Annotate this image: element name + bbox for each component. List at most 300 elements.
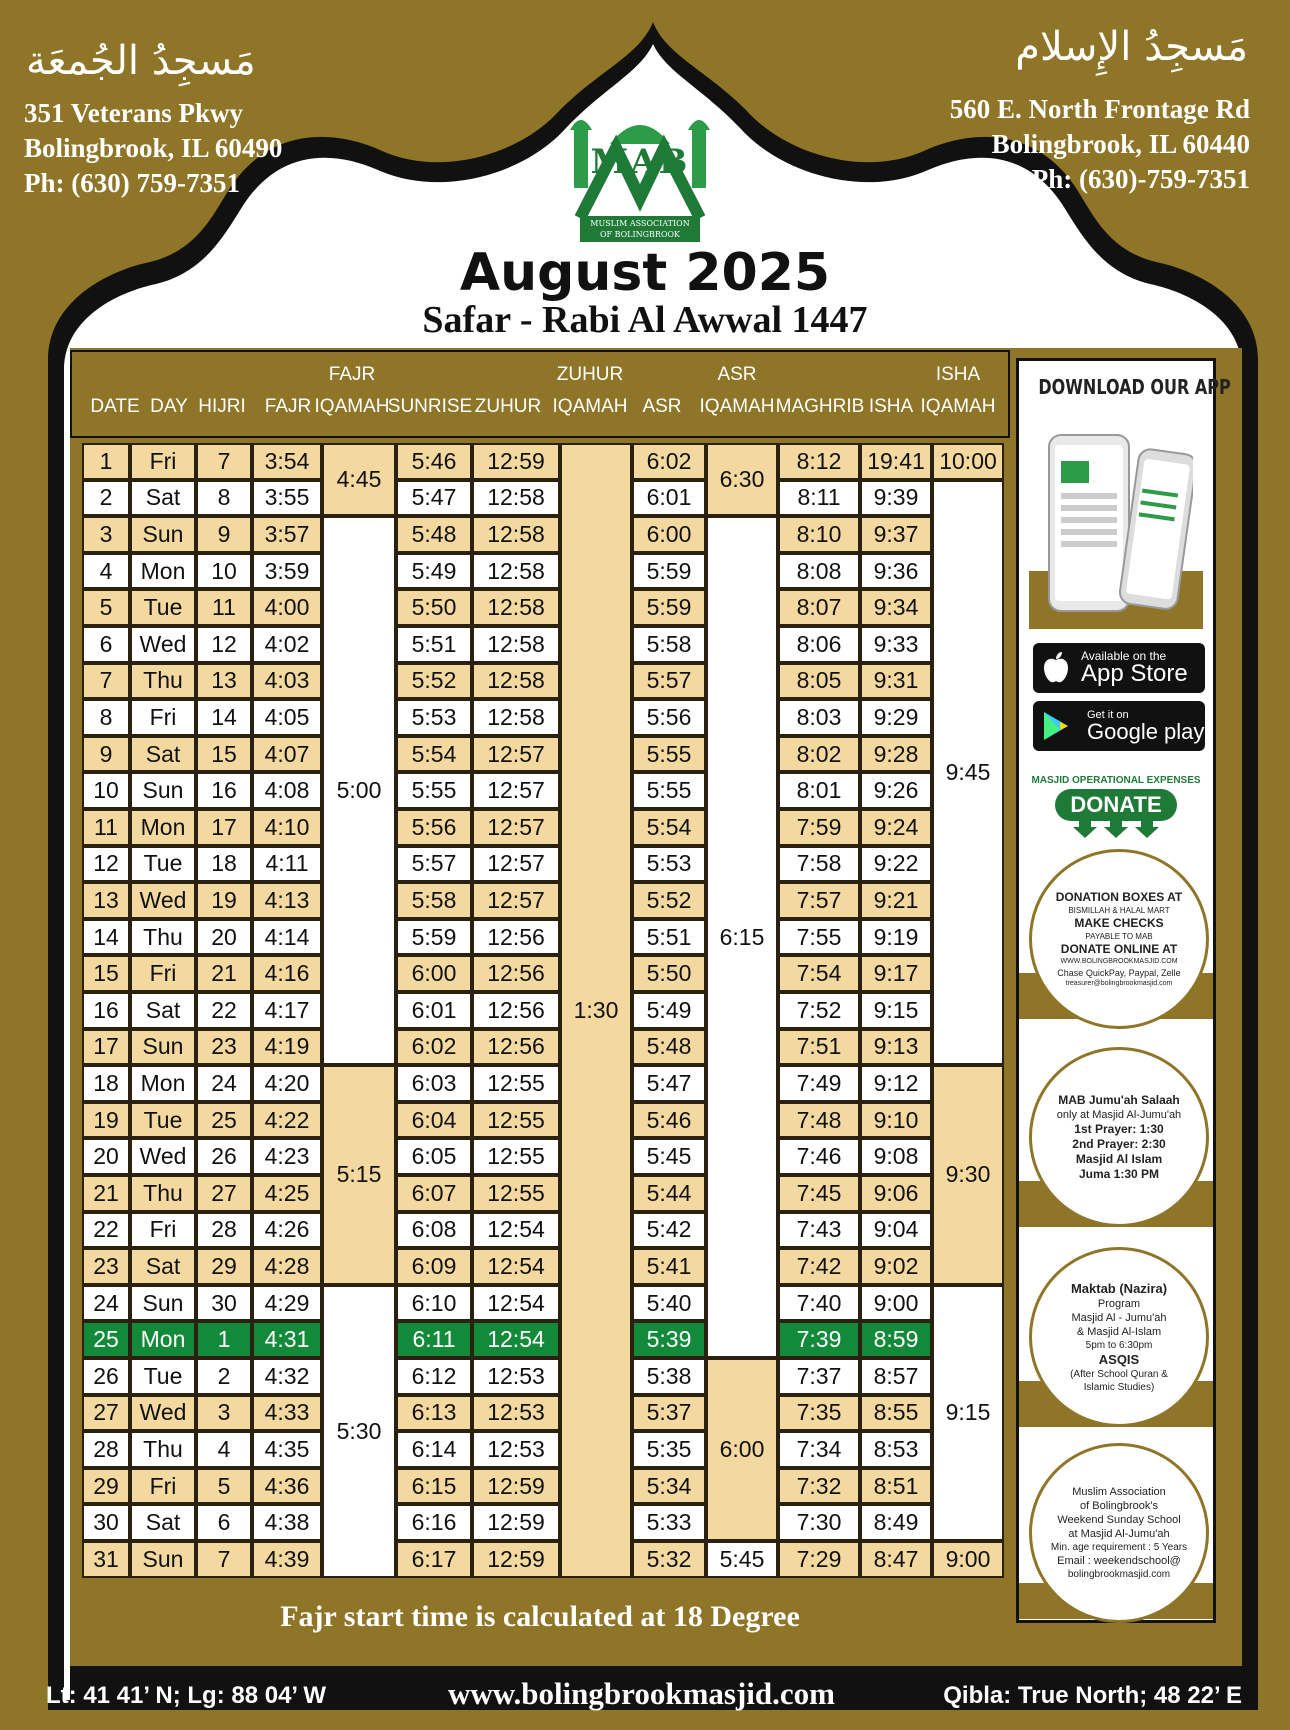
cell-isha: 9:36	[860, 553, 932, 590]
cell-asr: 5:39	[632, 1321, 706, 1358]
cell-maghrib: 7:46	[778, 1138, 860, 1175]
app-preview	[1029, 421, 1203, 629]
cell-maghrib: 8:03	[778, 699, 860, 736]
cell-isha: 9:37	[860, 516, 932, 553]
cell-day: Thu	[130, 1175, 196, 1212]
left-address-line2: Bolingbrook, IL 60490	[24, 133, 283, 163]
cell-asr: 5:56	[632, 699, 706, 736]
cell-fajr: 4:22	[252, 1102, 322, 1139]
cell-sunrise: 6:14	[396, 1431, 472, 1468]
isha-iqamah-block: 10:00	[932, 443, 1004, 480]
left-masjid-arabic-name: مَسجِدُ الجُمعَة	[26, 38, 256, 84]
cell-isha: 8:49	[860, 1504, 932, 1541]
fajr-iqamah-block: 5:30	[322, 1285, 396, 1578]
cell-fajr: 4:13	[252, 882, 322, 919]
cell-fajr: 4:20	[252, 1065, 322, 1102]
cell-fajr: 4:05	[252, 699, 322, 736]
cell-day: Mon	[130, 809, 196, 846]
cell-isha: 9:24	[860, 809, 932, 846]
cell-maghrib: 7:55	[778, 919, 860, 956]
right-address-line2: Bolingbrook, IL 60440	[991, 129, 1250, 159]
cell-fajr: 4:02	[252, 626, 322, 663]
jumuah-info-circle	[1029, 1047, 1209, 1227]
cell-maghrib: 7:39	[778, 1321, 860, 1358]
cell-zuhur: 12:55	[472, 1102, 560, 1139]
cell-date: 16	[82, 992, 130, 1029]
cell-maghrib: 7:54	[778, 955, 860, 992]
cell-isha: 9:06	[860, 1175, 932, 1212]
cell-day: Sun	[130, 772, 196, 809]
fajr-iqamah-block: 4:45	[322, 443, 396, 516]
cell-maghrib: 7:42	[778, 1248, 860, 1285]
cell-zuhur: 12:54	[472, 1321, 560, 1358]
google-big-text: Google play	[1087, 718, 1205, 744]
cell-sunrise: 5:56	[396, 809, 472, 846]
circle-text-line: Juma 1:30 PM	[1078, 1166, 1160, 1181]
google-play-icon	[1041, 710, 1071, 742]
cell-day: Tue	[130, 1102, 196, 1139]
cell-hijri: 6	[196, 1504, 252, 1541]
circle-text-line: Program	[1097, 1297, 1141, 1310]
cell-date: 13	[82, 882, 130, 919]
column-header: ZUHUR	[474, 396, 542, 417]
cell-date: 27	[82, 1395, 130, 1432]
cell-date: 9	[82, 736, 130, 773]
cell-date: 25	[82, 1321, 130, 1358]
circle-text-line: (After School Quran &	[1070, 1368, 1168, 1380]
cell-maghrib: 8:07	[778, 589, 860, 626]
cell-date: 5	[82, 589, 130, 626]
column-header: MAGHRIB	[775, 396, 865, 417]
cell-maghrib: 7:32	[778, 1468, 860, 1505]
column-header: IQAMAH	[699, 396, 775, 417]
cell-day: Tue	[130, 1358, 196, 1395]
cell-sunrise: 6:08	[396, 1212, 472, 1249]
cell-zuhur: 12:59	[472, 1468, 560, 1505]
cell-sunrise: 6:09	[396, 1248, 472, 1285]
asr-iqamah-block: 6:00	[706, 1358, 778, 1541]
cell-fajr: 3:55	[252, 480, 322, 517]
cell-day: Thu	[130, 663, 196, 700]
cell-fajr: 4:08	[252, 772, 322, 809]
cell-hijri: 19	[196, 882, 252, 919]
cell-maghrib: 7:57	[778, 882, 860, 919]
cell-maghrib: 8:06	[778, 626, 860, 663]
cell-asr: 5:49	[632, 992, 706, 1029]
cell-hijri: 23	[196, 1029, 252, 1066]
circle-text-line: Masjid Al Islam	[1075, 1151, 1163, 1166]
cell-fajr: 4:39	[252, 1541, 322, 1578]
cell-maghrib: 7:34	[778, 1431, 860, 1468]
cell-hijri: 26	[196, 1138, 252, 1175]
table-header	[70, 350, 1010, 438]
cell-maghrib: 7:59	[778, 809, 860, 846]
cell-sunrise: 5:58	[396, 882, 472, 919]
cell-fajr: 4:23	[252, 1138, 322, 1175]
cell-zuhur: 12:53	[472, 1431, 560, 1468]
cell-zuhur: 12:58	[472, 699, 560, 736]
fajr-iqamah-block: 5:00	[322, 516, 396, 1065]
cell-fajr: 4:03	[252, 663, 322, 700]
cell-sunrise: 5:51	[396, 626, 472, 663]
cell-zuhur: 12:58	[472, 589, 560, 626]
circle-text-line: Min. age requirement : 5 Years	[1050, 1542, 1188, 1553]
cell-zuhur: 12:53	[472, 1358, 560, 1395]
cell-isha: 8:53	[860, 1431, 932, 1468]
cell-hijri: 22	[196, 992, 252, 1029]
column-header: DAY	[150, 396, 188, 417]
cell-date: 30	[82, 1504, 130, 1541]
cell-isha: 8:47	[860, 1541, 932, 1578]
logo-caption	[580, 218, 700, 240]
circle-text-line: PAYABLE TO MAB	[1085, 931, 1153, 941]
cell-hijri: 17	[196, 809, 252, 846]
isha-iqamah-block: 9:00	[932, 1541, 1004, 1578]
cell-sunrise: 6:12	[396, 1358, 472, 1395]
cell-sunrise: 6:02	[396, 1029, 472, 1066]
mab-logo	[560, 108, 720, 248]
cell-sunrise: 5:50	[396, 589, 472, 626]
circle-text-line: 2nd Prayer: 2:30	[1072, 1136, 1166, 1151]
cell-fajr: 4:35	[252, 1431, 322, 1468]
cell-hijri: 25	[196, 1102, 252, 1139]
cell-hijri: 10	[196, 553, 252, 590]
cell-sunrise: 5:47	[396, 480, 472, 517]
column-header: DATE	[90, 396, 140, 417]
isha-iqamah-block: 9:15	[932, 1285, 1004, 1541]
cell-isha: 9:34	[860, 589, 932, 626]
left-phone: Ph: (630) 759-7351	[24, 168, 240, 198]
logo-caption-line1: MUSLIM ASSOCIATION	[590, 219, 690, 228]
cell-zuhur: 12:54	[472, 1248, 560, 1285]
isha-iqamah-block: 9:30	[932, 1065, 1004, 1285]
zuhur-iqamah-block: 1:30	[560, 443, 632, 1578]
cell-asr: 5:47	[632, 1065, 706, 1102]
circle-text-line: only at Masjid Al-Jumu'ah	[1056, 1108, 1182, 1121]
asr-iqamah-block: 6:30	[706, 443, 778, 516]
cell-sunrise: 6:13	[396, 1395, 472, 1432]
cell-zuhur: 12:55	[472, 1138, 560, 1175]
cell-fajr: 4:19	[252, 1029, 322, 1066]
cell-asr: 5:32	[632, 1541, 706, 1578]
cell-day: Mon	[130, 553, 196, 590]
cell-asr: 6:01	[632, 480, 706, 517]
cell-day: Tue	[130, 846, 196, 883]
column-header-top: ASR	[717, 364, 757, 385]
cell-date: 19	[82, 1102, 130, 1139]
circle-text-line: MAB Jumu'ah Salaah	[1058, 1092, 1180, 1107]
cell-maghrib: 7:30	[778, 1504, 860, 1541]
cell-day: Mon	[130, 1321, 196, 1358]
cell-asr: 5:44	[632, 1175, 706, 1212]
cell-date: 6	[82, 626, 130, 663]
cell-hijri: 12	[196, 626, 252, 663]
cell-fajr: 4:16	[252, 955, 322, 992]
cell-isha: 9:13	[860, 1029, 932, 1066]
right-masjid-address	[950, 92, 1250, 197]
cell-date: 14	[82, 919, 130, 956]
cell-sunrise: 6:00	[396, 955, 472, 992]
sunday-school-circle	[1029, 1443, 1209, 1623]
cell-hijri: 15	[196, 736, 252, 773]
cell-sunrise: 5:55	[396, 772, 472, 809]
cell-hijri: 16	[196, 772, 252, 809]
cell-day: Fri	[130, 443, 196, 480]
cell-asr: 5:34	[632, 1468, 706, 1505]
cell-date: 28	[82, 1431, 130, 1468]
cell-isha: 9:28	[860, 736, 932, 773]
cell-asr: 5:33	[632, 1504, 706, 1541]
cell-hijri: 18	[196, 846, 252, 883]
cell-isha: 8:59	[860, 1321, 932, 1358]
cell-maghrib: 7:35	[778, 1395, 860, 1432]
cell-hijri: 11	[196, 589, 252, 626]
cell-asr: 5:55	[632, 736, 706, 773]
google-play-button[interactable]	[1033, 701, 1205, 751]
cell-zuhur: 12:53	[472, 1395, 560, 1432]
cell-isha: 19:41	[860, 443, 932, 480]
cell-fajr: 4:31	[252, 1321, 322, 1358]
cell-hijri: 7	[196, 443, 252, 480]
cell-isha: 9:29	[860, 699, 932, 736]
cell-date: 26	[82, 1358, 130, 1395]
column-header: SUNRISE	[387, 396, 473, 417]
cell-date: 20	[82, 1138, 130, 1175]
cell-fajr: 4:14	[252, 919, 322, 956]
cell-maghrib: 7:52	[778, 992, 860, 1029]
cell-fajr: 4:07	[252, 736, 322, 773]
cell-sunrise: 6:11	[396, 1321, 472, 1358]
cell-sunrise: 5:59	[396, 919, 472, 956]
cell-zuhur: 12:56	[472, 992, 560, 1029]
cell-isha: 9:15	[860, 992, 932, 1029]
circle-text-line: ASQIS	[1098, 1351, 1140, 1367]
circle-text-line: treasurer@bolingbrookmasjid.com	[1065, 979, 1173, 987]
cell-fajr: 3:54	[252, 443, 322, 480]
circle-text-line: Islamic Studies)	[1083, 1381, 1155, 1393]
cell-day: Wed	[130, 1138, 196, 1175]
cell-isha: 9:22	[860, 846, 932, 883]
cell-date: 29	[82, 1468, 130, 1505]
cell-hijri: 27	[196, 1175, 252, 1212]
cell-zuhur: 12:54	[472, 1212, 560, 1249]
circle-text-line: bolingbrookmasjid.com	[1067, 1569, 1171, 1580]
app-store-button[interactable]	[1033, 643, 1205, 693]
cell-maghrib: 7:37	[778, 1358, 860, 1395]
cell-sunrise: 5:46	[396, 443, 472, 480]
cell-hijri: 30	[196, 1285, 252, 1322]
cell-sunrise: 6:01	[396, 992, 472, 1029]
cell-sunrise: 6:15	[396, 1468, 472, 1505]
left-address-line1: 351 Veterans Pkwy	[24, 98, 244, 128]
cell-hijri: 4	[196, 1431, 252, 1468]
cell-maghrib: 7:29	[778, 1541, 860, 1578]
cell-zuhur: 12:58	[472, 626, 560, 663]
logo-caption-line2: OF BOLINGBROOK	[599, 230, 681, 239]
cell-zuhur: 12:59	[472, 1541, 560, 1578]
cell-hijri: 2	[196, 1358, 252, 1395]
cell-day: Sat	[130, 736, 196, 773]
column-header: IQAMAH	[314, 396, 390, 417]
cell-fajr: 4:32	[252, 1358, 322, 1395]
cell-sunrise: 5:53	[396, 699, 472, 736]
cell-isha: 8:55	[860, 1395, 932, 1432]
cell-day: Wed	[130, 882, 196, 919]
cell-fajr: 4:10	[252, 809, 322, 846]
cell-date: 31	[82, 1541, 130, 1578]
cell-hijri: 20	[196, 919, 252, 956]
cell-isha: 9:12	[860, 1065, 932, 1102]
circle-text-line: DONATE ONLINE AT	[1060, 941, 1178, 956]
cell-fajr: 4:29	[252, 1285, 322, 1322]
right-phone: Ph: (630)-759-7351	[1031, 164, 1250, 194]
cell-hijri: 5	[196, 1468, 252, 1505]
cell-sunrise: 6:04	[396, 1102, 472, 1139]
circle-text-line: Maktab (Nazira)	[1070, 1280, 1168, 1296]
cell-isha: 9:17	[860, 955, 932, 992]
cell-sunrise: 6:05	[396, 1138, 472, 1175]
cell-asr: 5:37	[632, 1395, 706, 1432]
circle-text-line: Email : weekendschool@	[1057, 1555, 1181, 1567]
cell-day: Sun	[130, 516, 196, 553]
cell-hijri: 21	[196, 955, 252, 992]
circle-text-line: Masjid Al - Jumu'ah	[1071, 1311, 1167, 1324]
cell-maghrib: 8:01	[778, 772, 860, 809]
cell-hijri: 29	[196, 1248, 252, 1285]
cell-zuhur: 12:56	[472, 955, 560, 992]
website-link[interactable]: www.bolingbrookmasjid.com	[448, 1676, 835, 1711]
cell-isha: 9:31	[860, 663, 932, 700]
cell-fajr: 4:36	[252, 1468, 322, 1505]
circle-text-line: WWW.BOLINGBROOKMASJID.COM	[1060, 957, 1178, 965]
cell-zuhur: 12:55	[472, 1175, 560, 1212]
cell-date: 24	[82, 1285, 130, 1322]
right-address-line1: 560 E. North Frontage Rd	[949, 94, 1250, 124]
cell-isha: 9:02	[860, 1248, 932, 1285]
cell-date: 17	[82, 1029, 130, 1066]
asr-iqamah-block: 5:45	[706, 1541, 778, 1578]
cell-fajr: 3:59	[252, 553, 322, 590]
cell-day: Sun	[130, 1029, 196, 1066]
cell-fajr: 4:38	[252, 1504, 322, 1541]
cell-zuhur: 12:56	[472, 1029, 560, 1066]
coordinates: Lt: 41 41’ N; Lg: 88 04’ W	[46, 1682, 327, 1709]
cell-asr: 5:53	[632, 846, 706, 883]
cell-zuhur: 12:59	[472, 1504, 560, 1541]
cell-isha: 9:21	[860, 882, 932, 919]
donation-info-circle	[1029, 849, 1209, 1029]
cell-maghrib: 7:49	[778, 1065, 860, 1102]
hijri-title: Safar - Rabi Al Awwal 1447	[422, 299, 868, 341]
cell-asr: 5:54	[632, 809, 706, 846]
cell-zuhur: 12:58	[472, 480, 560, 517]
column-header: HIJRI	[198, 396, 246, 417]
cell-maghrib: 7:51	[778, 1029, 860, 1066]
circle-text-line: DONATION BOXES AT	[1055, 889, 1183, 904]
cell-isha: 8:51	[860, 1468, 932, 1505]
cell-day: Fri	[130, 955, 196, 992]
app-store-small-text: Available on the	[1081, 649, 1167, 663]
circle-text-line: Weekend Sunday School	[1057, 1514, 1181, 1526]
cell-maghrib: 8:05	[778, 663, 860, 700]
cell-zuhur: 12:58	[472, 553, 560, 590]
fajr-iqamah-block: 5:15	[322, 1065, 396, 1285]
cell-asr: 5:42	[632, 1212, 706, 1249]
cell-isha: 9:08	[860, 1138, 932, 1175]
circle-text-line: MAKE CHECKS	[1074, 915, 1164, 930]
cell-sunrise: 5:48	[396, 516, 472, 553]
donate-button[interactable]: DONATE	[1055, 789, 1177, 821]
cell-sunrise: 5:54	[396, 736, 472, 773]
download-app-title: DOWNLOAD OUR APP	[1038, 375, 1231, 399]
circle-text-line: 5pm to 6:30pm	[1085, 1339, 1153, 1351]
cell-fajr: 3:57	[252, 516, 322, 553]
cell-maghrib: 7:48	[778, 1102, 860, 1139]
cell-asr: 6:02	[632, 443, 706, 480]
cell-asr: 5:50	[632, 955, 706, 992]
cell-day: Sat	[130, 480, 196, 517]
cell-asr: 5:52	[632, 882, 706, 919]
cell-asr: 5:48	[632, 1029, 706, 1066]
cell-zuhur: 12:57	[472, 736, 560, 773]
cell-asr: 5:40	[632, 1285, 706, 1322]
cell-zuhur: 12:57	[472, 882, 560, 919]
cell-maghrib: 7:43	[778, 1212, 860, 1249]
cell-zuhur: 12:59	[472, 443, 560, 480]
cell-date: 15	[82, 955, 130, 992]
down-arrows-icon	[1073, 821, 1159, 839]
cell-maghrib: 8:02	[778, 736, 860, 773]
cell-day: Fri	[130, 699, 196, 736]
cell-date: 8	[82, 699, 130, 736]
cell-maghrib: 7:45	[778, 1175, 860, 1212]
cell-maghrib: 8:08	[778, 553, 860, 590]
cell-sunrise: 5:52	[396, 663, 472, 700]
cell-date: 3	[82, 516, 130, 553]
cell-zuhur: 12:57	[472, 809, 560, 846]
cell-asr: 5:45	[632, 1138, 706, 1175]
cell-day: Fri	[130, 1468, 196, 1505]
circle-text-line: Muslim Association	[1072, 1486, 1166, 1498]
column-header: ISHA	[868, 396, 914, 417]
column-header: IQAMAH	[920, 396, 996, 417]
cell-maghrib: 8:11	[778, 480, 860, 517]
cell-date: 23	[82, 1248, 130, 1285]
cell-asr: 5:46	[632, 1102, 706, 1139]
isha-iqamah-block: 9:45	[932, 480, 1004, 1066]
cell-day: Sat	[130, 1248, 196, 1285]
cell-maghrib: 8:10	[778, 516, 860, 553]
cell-fajr: 4:28	[252, 1248, 322, 1285]
google-small-text: Get it on	[1087, 708, 1129, 721]
cell-day: Sun	[130, 1285, 196, 1322]
maktab-info-circle	[1029, 1247, 1209, 1427]
circle-text-line: of Bolingbrook's	[1080, 1500, 1158, 1512]
cell-hijri: 9	[196, 516, 252, 553]
cell-asr: 5:35	[632, 1431, 706, 1468]
asr-iqamah-block: 6:15	[706, 516, 778, 1358]
cell-fajr: 4:00	[252, 589, 322, 626]
cell-asr: 5:55	[632, 772, 706, 809]
cell-asr: 6:00	[632, 516, 706, 553]
cell-date: 11	[82, 809, 130, 846]
cell-fajr: 4:11	[252, 846, 322, 883]
circle-text-line: 1st Prayer: 1:30	[1074, 1121, 1164, 1136]
cell-day: Wed	[130, 1395, 196, 1432]
cell-zuhur: 12:58	[472, 516, 560, 553]
cell-asr: 5:59	[632, 589, 706, 626]
cell-fajr: 4:25	[252, 1175, 322, 1212]
